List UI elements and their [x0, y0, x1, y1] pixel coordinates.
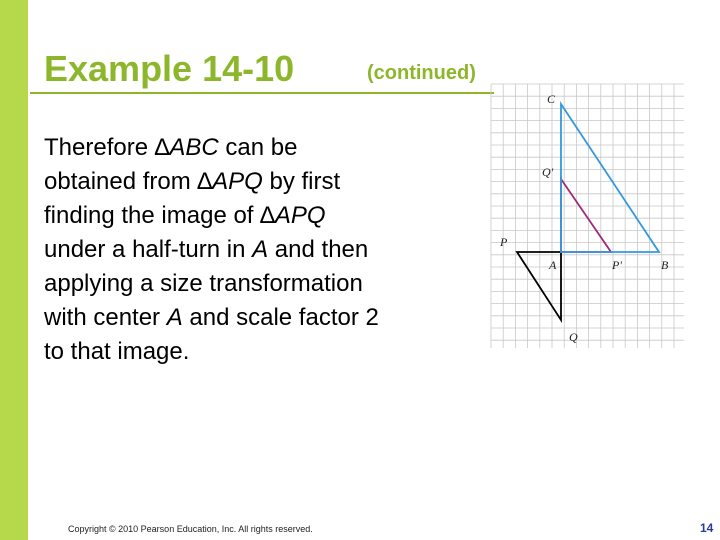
body-line: [44, 267, 464, 301]
body-italic-run: APQ: [212, 168, 263, 195]
body-run: obtained from ∆: [44, 168, 213, 195]
body-paragraph: [44, 131, 464, 369]
body-run: under a half-turn in: [44, 236, 253, 263]
body-italic-run: ABC: [169, 134, 219, 161]
label-P: P: [500, 235, 508, 249]
label-B: B: [661, 258, 669, 272]
body-run: and scale factor 2: [182, 304, 379, 331]
label-C: C: [547, 92, 556, 106]
transformation-figure: [488, 82, 688, 352]
page-number: 14: [700, 521, 714, 535]
label-P-prime: P': [612, 258, 622, 272]
body-line: [44, 301, 464, 335]
body-line: [44, 199, 464, 233]
body-italic-run: A: [252, 236, 269, 263]
label-Q: Q: [569, 330, 578, 344]
body-run: Therefore ∆: [44, 134, 170, 161]
body-line: [44, 233, 464, 267]
title-divider: [30, 92, 494, 94]
label-A: A: [549, 258, 557, 272]
triangle-AP-prime-Q-prime: [561, 179, 611, 252]
body-line: [44, 335, 464, 369]
sidebar-accent-bar: [0, 0, 28, 540]
body-run: can be: [218, 134, 298, 161]
label-Q-prime: Q': [542, 165, 554, 179]
grid-diagram: [488, 82, 688, 352]
slide-subtitle: (continued): [367, 62, 476, 84]
body-run: with center: [44, 304, 167, 331]
body-run: to that image.: [44, 338, 190, 365]
body-run: applying a size transformation: [44, 270, 363, 297]
body-line: [44, 131, 464, 165]
body-run: finding the image of ∆: [44, 202, 275, 229]
body-run: by first: [262, 168, 341, 195]
body-run: and then: [268, 236, 369, 263]
triangle-ABC: [561, 104, 659, 252]
body-italic-run: A: [166, 304, 183, 331]
body-italic-run: APQ: [274, 202, 326, 229]
copyright-notice: Copyright © 2010 Pearson Education, Inc. All rights reserved.: [68, 524, 313, 534]
slide-title: Example 14-10: [44, 48, 295, 89]
grid-lines: [491, 84, 684, 348]
body-line: [44, 165, 464, 199]
